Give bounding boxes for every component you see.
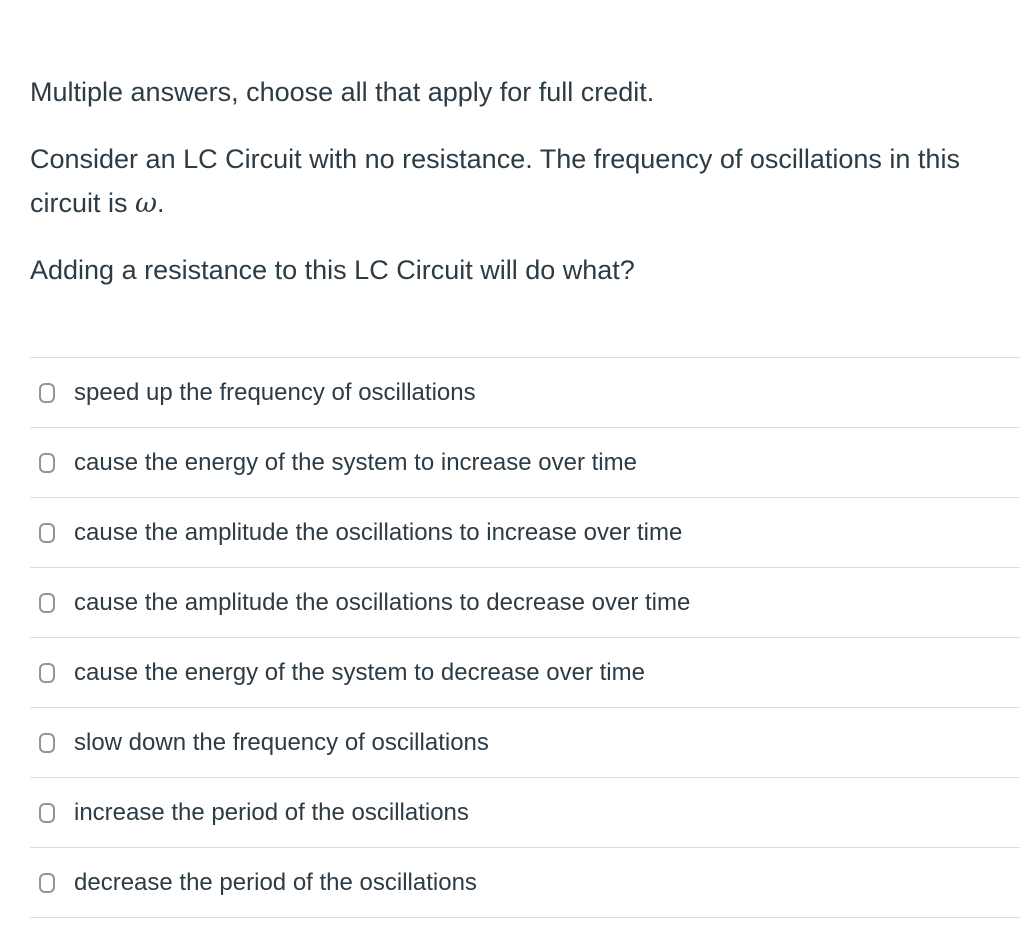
answer-option-7[interactable] [30, 778, 1020, 848]
answer-option-3[interactable] [30, 498, 1020, 568]
answer-option-8[interactable] [30, 848, 1020, 918]
answer-option-5[interactable] [30, 638, 1020, 708]
omega-symbol: ω [135, 188, 158, 219]
prompt-text: Consider an LC Circuit with no resistance. The frequency of oscillations in this circuit is [30, 144, 960, 218]
checkbox[interactable] [39, 733, 55, 753]
checkbox[interactable] [39, 803, 55, 823]
question-instruction: Multiple answers, choose all that apply for full credit. [30, 77, 655, 107]
answer-label: decrease the period of the oscillations [74, 868, 477, 896]
checkbox[interactable] [39, 453, 55, 473]
answer-label: speed up the frequency of oscillations [74, 378, 476, 406]
checkbox[interactable] [39, 523, 55, 543]
answer-label: cause the energy of the system to increase over time [74, 448, 637, 476]
checkbox[interactable] [39, 663, 55, 683]
question-ask: Adding a resistance to this LC Circuit will do what? [30, 255, 635, 285]
answer-option-6[interactable] [30, 708, 1020, 778]
answer-option-1[interactable] [30, 358, 1020, 428]
prompt-period: . [157, 188, 165, 218]
checkbox[interactable] [39, 593, 55, 613]
answer-option-2[interactable] [30, 428, 1020, 498]
checkbox[interactable] [39, 383, 55, 403]
answer-label: slow down the frequency of oscillations [74, 728, 489, 756]
answer-label: cause the amplitude the oscillations to increase over time [74, 518, 683, 546]
answer-option-4[interactable] [30, 568, 1020, 638]
checkbox[interactable] [39, 873, 55, 893]
question-prompt [30, 137, 1000, 226]
answer-label: increase the period of the oscillations [74, 798, 469, 826]
answer-list [30, 357, 1020, 918]
answer-label: cause the amplitude the oscillations to decrease over time [74, 588, 691, 616]
answer-label: cause the energy of the system to decrease over time [74, 658, 645, 686]
